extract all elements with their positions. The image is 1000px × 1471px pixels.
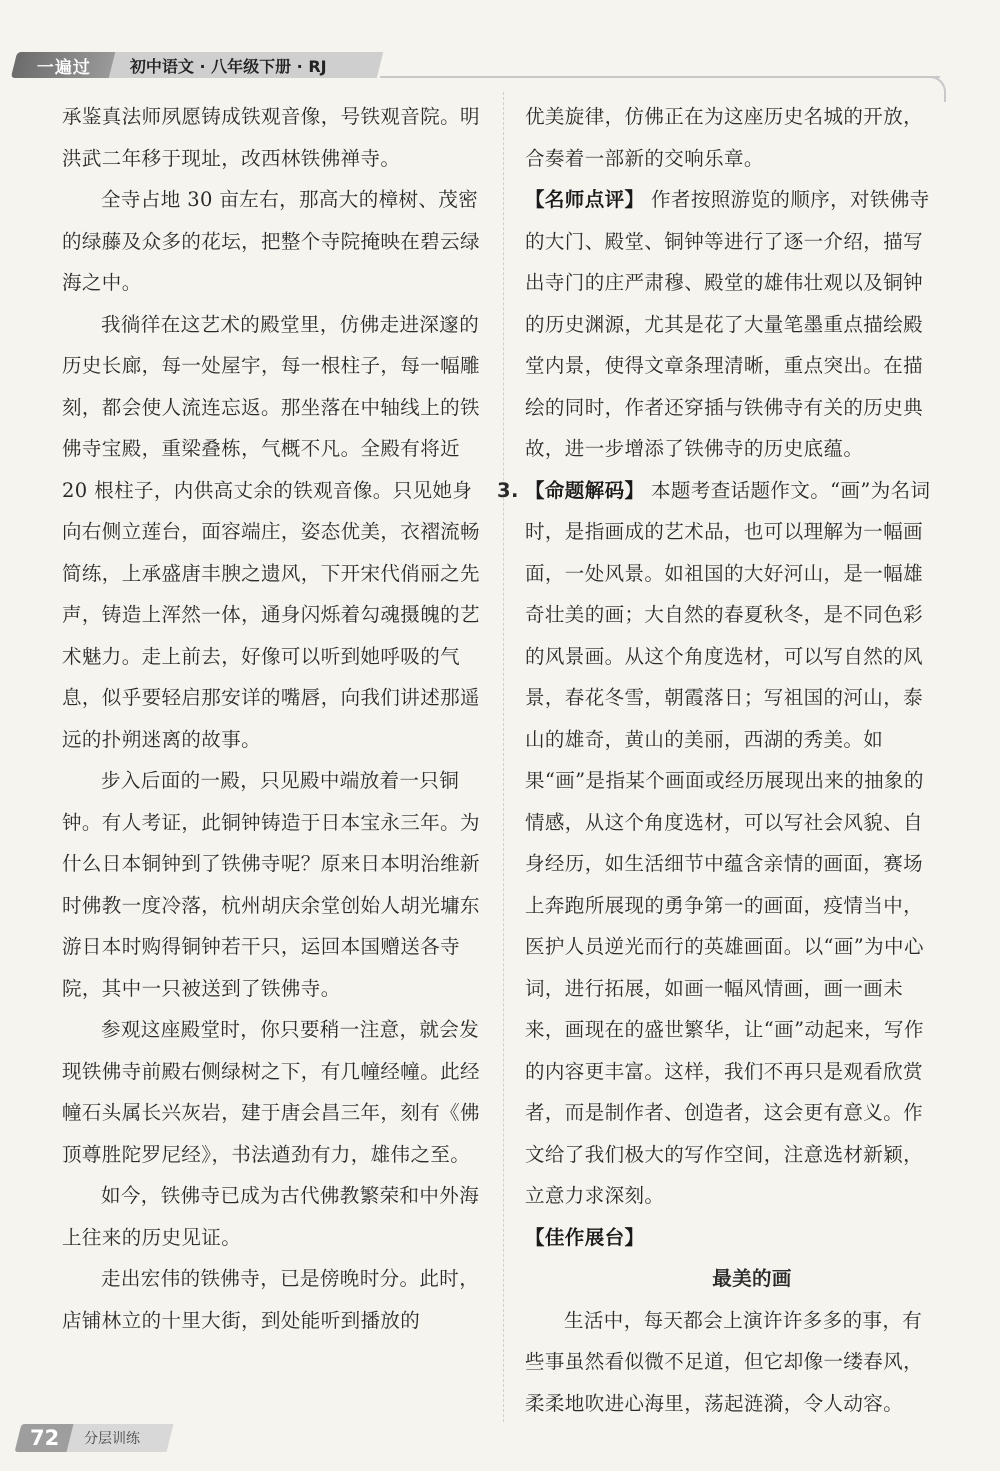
- left-column: [62, 96, 482, 1341]
- right-paragraph-1: 优美旋律，仿佛正在为这座历史名城的开放，合奏着一部新的交响乐章。: [525, 105, 924, 170]
- book-title: 初中语文 · 八年级下册 · RJ: [130, 56, 327, 76]
- teacher-comment-tag: 【名师点评】: [525, 188, 645, 211]
- left-paragraph-6: 如今，铁佛寺已成为古代佛教繁荣和中外海上往来的历史见证。: [62, 1184, 480, 1249]
- teacher-comment: [525, 179, 940, 470]
- section-name: 分层训练: [84, 1431, 140, 1447]
- book-title-bar: [109, 52, 383, 78]
- page-footer: [0, 1424, 1000, 1454]
- page-header: [0, 46, 1000, 86]
- left-paragraph-2: 全寺占地 30 亩左右，那高大的樟树、茂密的绿藤及众多的花坛，把整个寺院掩映在碧云绿海之中。: [62, 188, 480, 294]
- left-paragraph-7: 走出宏伟的铁佛寺，已是傍晚时分。此时，店铺林立的十里大街，到处能听到播放的: [62, 1267, 480, 1332]
- header-rule: [380, 76, 940, 78]
- showcase-heading: [525, 1217, 940, 1259]
- brand-logo: [11, 52, 117, 78]
- question-text: 本题考查话题作文。“画”为名词时，是指画成的艺术品，也可以理解为一幅画面，一处风景。如祖国的大好河山，是一幅雄奇壮美的画；大自然的春夏秋冬，是不同色彩的风景画。从这个角度选材，可以写自然的风景，春花冬雪，朝霞落日；写祖国的河山，泰山的雄奇，黄山的美丽，西湖的秀美。如果“画”是指某个画面或经历展现出来的抽象的情感，从这个角度选材，可以写社会风貌、自身经历，如生活细节中蕴含亲情的画面，赛场上奔跑所展现的勇争第一的画面，疫情当中，医护人员逆光而行的英雄画面。以“画”为中心词，进行拓展，如画一幅风情画，画一画未来，画现在的盛世繁华，让“画”动起来，写作的内容更丰富。这样，我们不再只是观看欣赏者，而是制作者、创造者，这会更有意义。作文给了我们极大的写作空间，注意选材新颖，立意力求深刻。: [525, 478, 931, 1207]
- column-divider: [503, 92, 504, 1422]
- teacher-comment-text: 作者按照游览的顺序，对铁佛寺的大门、殿堂、铜钟等进行了逐一介绍，描写出寺门的庄严肃穆、殿堂的雄伟壮观以及铜钟的历史渊源，尤其是花了大量笔墨重点描绘殿堂内景，使得文章条理清晰，重点突出。在描绘的同时，作者还穿插与铁佛寺有关的历史典故，进一步增添了铁佛寺的历史底蕴。: [525, 188, 930, 460]
- left-paragraph-5: 参观这座殿堂时，你只要稍一注意，就会发现铁佛寺前殿右侧绿树之下，有几幢经幢。此经幢石头属长兴灰岩，建于唐会昌三年，刻有《佛顶尊胜陀罗尼经》，书法遒劲有力，雄伟之至。: [62, 1018, 480, 1166]
- left-paragraph-1: 承鉴真法师夙愿铸成铁观音像，号铁观音院。明洪武二年移于现址，改西林铁佛禅寺。: [62, 105, 480, 170]
- question-number: 3.: [497, 478, 519, 502]
- section-name-bar: [67, 1424, 174, 1452]
- essay-title: 最美的画: [712, 1267, 792, 1290]
- brand-label: 一遍过: [37, 57, 91, 78]
- question-tag: 【命题解码】: [525, 478, 645, 502]
- right-column: [497, 96, 940, 1424]
- question-3-analysis: [497, 470, 940, 1217]
- left-paragraph-3: 我徜徉在这艺术的殿堂里，仿佛走进深邃的历史长廊，每一处屋宇，每一根柱子，每一幅雕刻，都会使人流连忘返。那坐落在中轴线上的铁佛寺宝殿，重梁叠栋，气概不凡。全殿有将近 20 根柱子，内供高丈余的铁观音像。只见她身向右侧立莲台，面容端庄，姿态优美，衣褶流畅简练，上承盛唐丰腴之遗风，下开宋代俏丽之先声，铸造上浑然一体，通身闪烁着勾魂摄魄的艺术魅力。走上前去，好像可以听到她呼吸的气息，似乎要轻启那安详的嘴唇，向我们讲述那遥远的扑朔迷离的故事。: [62, 312, 480, 751]
- essay-paragraph-1: 生活中，每天都会上演许许多多的事，有些事虽然看似微不足道，但它却像一缕春风，柔柔地吹进心海里，荡起涟漪，令人动容。: [525, 1308, 924, 1415]
- showcase-tag: 【佳作展台】: [525, 1225, 645, 1249]
- left-paragraph-4: 步入后面的一殿，只见殿中端放着一只铜钟。有人考证，此铜钟铸造于日本宝永三年。为什么日本铜钟到了铁佛寺呢？原来日本明治维新时佛教一度冷落，杭州胡庆余堂创始人胡光墉东游日本时购得铜钟若干只，运回本国赠送各寺院，其中一只被送到了铁佛寺。: [62, 769, 480, 1000]
- page-number: 72: [30, 1426, 60, 1450]
